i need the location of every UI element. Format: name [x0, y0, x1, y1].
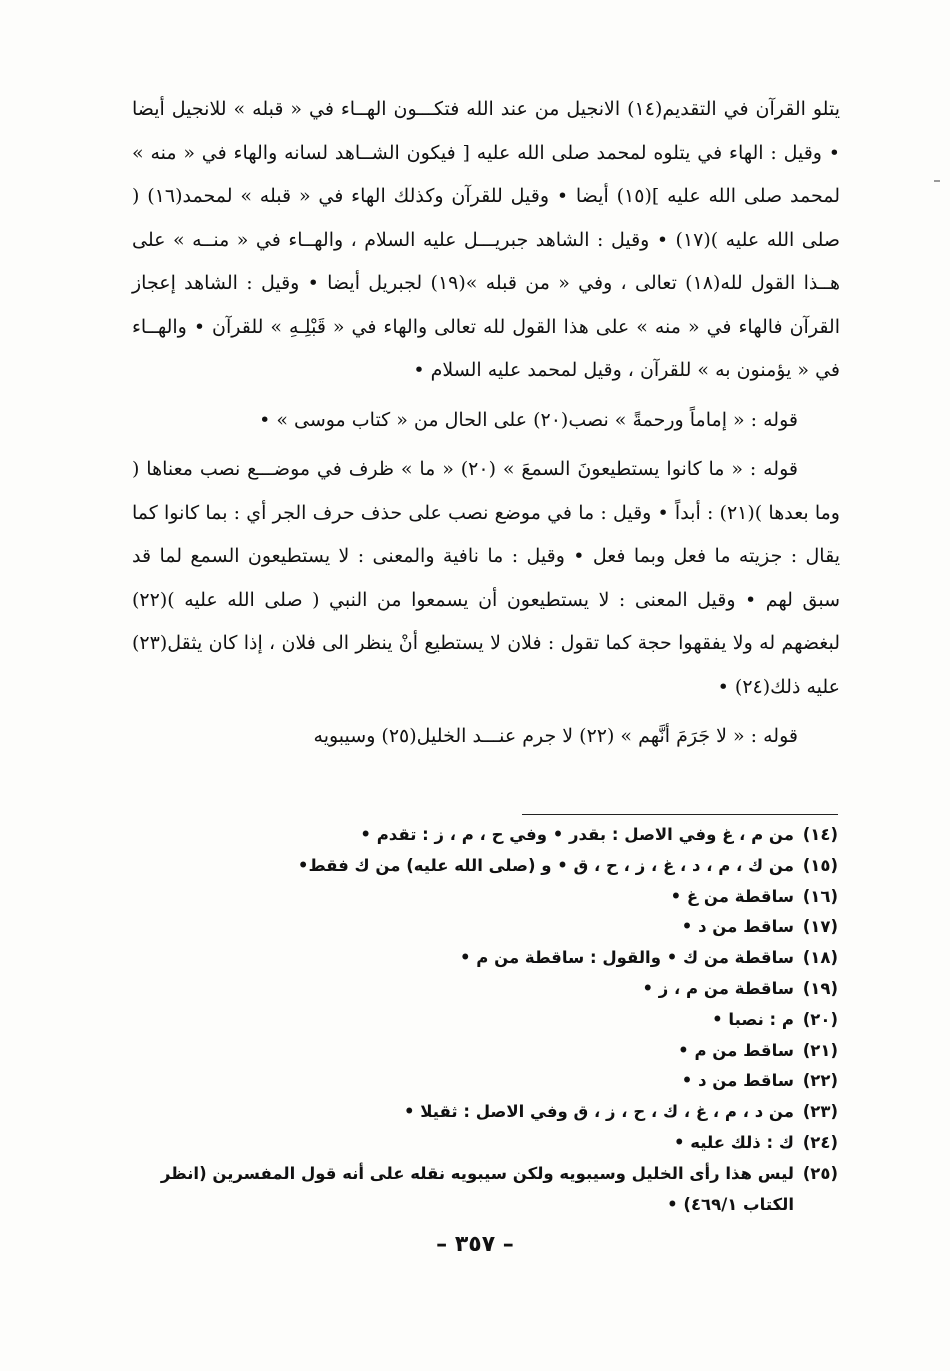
footnotes-list: [120, 820, 838, 1220]
footnote-item: [120, 943, 838, 974]
footnote-text: ساقط من م •: [678, 1040, 794, 1060]
footnote-text: ساقط من د •: [681, 1071, 794, 1091]
scan-edge-mark: [934, 180, 940, 182]
footnote-number: (١٨): [802, 948, 838, 968]
footnote-text: ك : ذلك عليه •: [673, 1132, 794, 1152]
footnote-item: [120, 820, 838, 851]
page-number: – ٣٥٧ –: [436, 1232, 514, 1257]
footnote-item: [120, 974, 838, 1005]
footnote-text: من م ، غ وفي الاصل : بقدر • وفي ح ، م ، ز : تقدم •: [360, 825, 794, 844]
footnote-number: (١٤): [802, 825, 838, 844]
footnote-number: (١٥): [802, 855, 838, 875]
footnote-text: من د ، م ، غ ، ك ، ح ، ز ، ق وفي الاصل : ثقيلا •: [403, 1102, 794, 1122]
footnote-item: [120, 1128, 838, 1159]
footnote-text: ساقطة من ك • والقول : ساقطة من م •: [460, 948, 794, 968]
footnote-number: (٢٣): [802, 1102, 838, 1122]
footnote-number: (١٦): [802, 886, 838, 906]
footnote-text: ساقطة من غ •: [670, 886, 794, 906]
footnote-text: من ك ، م ، د ، غ ، ز ، ح ، ق • و (صلى الله عليه) من ك فقط•: [297, 855, 794, 875]
main-body-text: [132, 88, 840, 759]
footnote-number: (١٩): [802, 978, 838, 998]
paragraph-4: قوله : « لا جَرَمَ أنَّهم » (٢٢) لا جرم عنـــد الخليل(٢٥) وسيبويه: [313, 725, 798, 747]
footnote-text: ساقط من د •: [681, 917, 794, 937]
footnote-separator-rule: [522, 814, 838, 815]
footnote-number: (٢٥): [802, 1163, 838, 1183]
footnote-number: (٢٠): [802, 1009, 838, 1029]
footnote-text: م : نصبا •: [712, 1009, 794, 1029]
footnote-number: (١٧): [802, 917, 838, 937]
footnote-item: [120, 1159, 838, 1221]
footnote-item: [120, 1036, 838, 1067]
footnote-number: (٢٢): [802, 1071, 838, 1091]
paragraph-1: يتلو القرآن في التقديم(١٤) الانجيل من عند الله فتكـــون الهــاء في « قبله » للانجيل أيضا • وقيل : الهاء في يتلوه لمحمد صلى الله عليه [ فيكون الشــاهد لسانه والهاء في « منه » لمحمد صلى الله عليه ](١٥) أيضا • وقيل للقرآن وكذلك الهاء في « قبله » لمحمد(١٦) ( صلى الله عليه )(١٧) • وقيل : الشاهد جبريـــل عليه السلام ، والهــاء في « منــه » على هــذا القول لله(١٨) تعالى ، وفي « من قبله »(١٩) لجبريل أيضا • وقيل : الشاهد إعجاز القرآن فالهاء في « منه » على هذا القول لله تعالى والهاء في « قَبْلِـهِ » للقرآن • والهــاء في « يؤمنون به » للقرآن ، وقيل لمحمد عليه السلام •: [132, 98, 841, 381]
paragraph-3: قوله : « ما كانوا يستطيعونَ السمعَ » (٢٠) « ما » ظرف في موضـــع نصب معناها ( وما بعدها )(٢١) : أبداً • وقيل : ما في موضع نصب على حذف حرف الجر أي : بما كانوا كما يقال : جزيته ما فعل وبما فعل • وقيل : ما نافية والمعنى : لا يستطيعون السمع لما قد سبق لهم • وقيل المعنى : لا يستطيعون أن يسمعوا من النبي ( صلى الله عليه )(٢٢) لبغضهم له ولا يفقهوا حجة كما تقول : فلان لا يستطيع أنْ ينظر الى فلان ، إذا كان يثقل(٢٣) عليه ذلك(٢٤) •: [132, 458, 840, 698]
footnote-item: [120, 1066, 838, 1097]
paragraph-2: قوله : « إماماً ورحمةً » نصب(٢٠) على الحال من « كتاب موسى » •: [259, 408, 798, 431]
footnote-item: [120, 882, 838, 913]
footnote-item: [120, 851, 838, 882]
footnote-number: (٢٤): [802, 1132, 838, 1152]
footnote-item: [120, 1097, 838, 1128]
footnote-text: ساقطة من م ، ز •: [642, 978, 794, 998]
footnote-item: [120, 1005, 838, 1036]
footnote-number: (٢١): [802, 1040, 838, 1060]
footnote-item: [120, 912, 838, 943]
footnote-text: ليس هذا رأى الخليل وسيبويه ولكن سيبويه نقله على أنه قول المفسرين (انظر الكتاب ٤٦٩/١) •: [160, 1163, 794, 1214]
